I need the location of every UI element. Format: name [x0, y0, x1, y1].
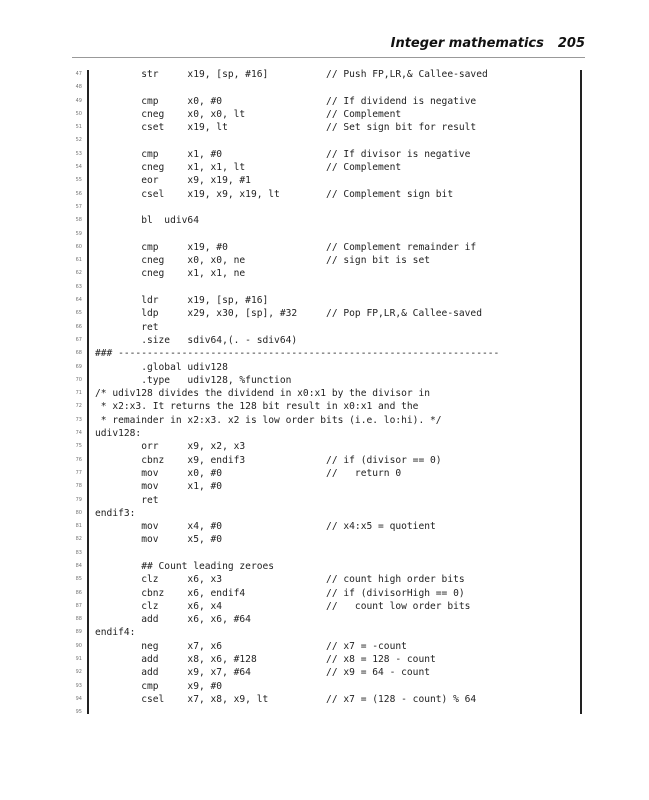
- code-text: ldr x19, [sp, #16]: [95, 295, 269, 307]
- line-number: 71: [75, 390, 82, 397]
- line-number: 86: [75, 589, 82, 596]
- running-header: [391, 36, 585, 51]
- line-number: 61: [75, 257, 82, 264]
- code-line: [62, 427, 572, 440]
- line-number: 90: [75, 642, 82, 649]
- line-number: 53: [75, 150, 82, 157]
- code-line: [62, 241, 572, 254]
- code-line: [62, 68, 572, 81]
- code-line: [62, 653, 572, 666]
- line-number: 84: [75, 562, 82, 569]
- code-text: bl udiv64: [95, 215, 199, 227]
- line-number: 54: [75, 164, 82, 171]
- code-line: [62, 507, 572, 520]
- code-text: add x6, x6, #64: [95, 614, 251, 626]
- code-text: .type udiv128, %function: [95, 374, 292, 386]
- code-text: cneg x1, x1, lt // Complement: [95, 162, 402, 174]
- line-number: 82: [75, 536, 82, 543]
- code-text: mov x4, #0 // x4:x5 = quotient: [95, 521, 436, 533]
- code-text: cbnz x9, endif3 // if (divisor == 0): [95, 454, 442, 466]
- code-line: [62, 414, 572, 427]
- line-number: 77: [75, 469, 82, 476]
- code-line: [62, 307, 572, 320]
- code-line: [62, 374, 572, 387]
- code-text: csel x7, x8, x9, lt // x7 = (128 - count) % 64: [95, 693, 477, 705]
- code-text: cmp x19, #0 // Complement remainder if: [95, 241, 477, 253]
- code-line: [62, 533, 572, 546]
- code-line: [62, 161, 572, 174]
- code-text: cneg x1, x1, ne: [95, 268, 246, 280]
- line-number: 68: [75, 350, 82, 357]
- line-number: 89: [75, 629, 82, 636]
- code-line: [62, 347, 572, 360]
- line-number: 50: [75, 110, 82, 117]
- line-number: 47: [75, 71, 82, 77]
- code-line: [62, 626, 572, 639]
- code-line: [62, 400, 572, 413]
- line-number: 76: [75, 456, 82, 463]
- line-number: 48: [75, 84, 82, 91]
- code-line: [62, 361, 572, 374]
- code-line: [62, 134, 572, 147]
- code-text: ldp x29, x30, [sp], #32 // Pop FP,LR,& Callee-saved: [95, 308, 482, 320]
- code-line: [62, 267, 572, 280]
- line-number: 59: [75, 230, 82, 237]
- line-number: 80: [75, 509, 82, 516]
- code-line: [62, 108, 572, 121]
- code-line: [62, 334, 572, 347]
- code-line: [62, 95, 572, 108]
- code-listing: [62, 68, 572, 720]
- code-text: cneg x0, x0, ne // sign bit is set: [95, 255, 431, 267]
- code-line: [62, 454, 572, 467]
- code-text: cmp x1, #0 // If divisor is negative: [95, 148, 471, 160]
- line-number: 75: [75, 443, 82, 450]
- code-line: [62, 228, 572, 241]
- code-line: [62, 440, 572, 453]
- line-number: 74: [75, 430, 82, 437]
- line-number: 73: [75, 416, 82, 423]
- line-number: 79: [75, 496, 82, 503]
- line-number: 88: [75, 616, 82, 623]
- line-number: 55: [75, 177, 82, 184]
- code-text: neg x7, x6 // x7 = -count: [95, 640, 407, 652]
- code-text: ## Count leading zeroes: [95, 560, 275, 572]
- line-number: 94: [75, 695, 82, 702]
- code-line: [62, 214, 572, 227]
- code-line: [62, 174, 572, 187]
- line-number: 62: [75, 270, 82, 277]
- code-line: [62, 680, 572, 693]
- code-line: [62, 520, 572, 533]
- code-text: mov x5, #0: [95, 534, 223, 546]
- code-line: [62, 494, 572, 507]
- code-line: [62, 613, 572, 626]
- code-text: endif4:: [95, 627, 136, 639]
- code-text: cmp x9, #0: [95, 680, 223, 692]
- code-text: udiv128:: [95, 428, 142, 440]
- code-line: [62, 387, 572, 400]
- line-number: 85: [75, 576, 82, 583]
- code-text: /* udiv128 divides the dividend in x0:x1 by the divisor in: [95, 388, 431, 400]
- code-text: clz x6, x4 // count low order bits: [95, 600, 471, 612]
- code-frame-right: [580, 70, 582, 714]
- line-number: 64: [75, 297, 82, 304]
- code-line: [62, 81, 572, 94]
- code-line: [62, 600, 572, 613]
- code-line: [62, 188, 572, 201]
- line-number: 52: [75, 137, 82, 144]
- line-number: 83: [75, 549, 82, 556]
- line-number: 92: [75, 669, 82, 676]
- code-text: clz x6, x3 // count high order bits: [95, 574, 465, 586]
- code-text: add x9, x7, #64 // x9 = 64 - count: [95, 667, 431, 679]
- code-line: [62, 480, 572, 493]
- code-line: [62, 281, 572, 294]
- code-text: cset x19, lt // Set sign bit for result: [95, 122, 477, 134]
- page-number: 205: [557, 36, 585, 51]
- code-line: [62, 294, 572, 307]
- code-text: cmp x0, #0 // If dividend is negative: [95, 95, 477, 107]
- chapter-title: Integer mathematics: [390, 36, 544, 51]
- header-rule: [72, 57, 585, 58]
- line-number: 95: [75, 709, 82, 716]
- code-text: .global udiv128: [95, 361, 228, 373]
- code-text: cbnz x6, endif4 // if (divisorHigh == 0): [95, 587, 465, 599]
- line-number: 51: [75, 124, 82, 131]
- line-number: 58: [75, 217, 82, 224]
- line-number: 60: [75, 243, 82, 250]
- line-number: 67: [75, 336, 82, 343]
- line-number: 72: [75, 403, 82, 410]
- code-line: [62, 587, 572, 600]
- code-text: mov x1, #0: [95, 481, 223, 493]
- code-line: [62, 693, 572, 706]
- code-text: * x2:x3. It returns the 128 bit result in x0:x1 and the: [95, 401, 419, 413]
- code-text: ret: [95, 494, 159, 506]
- line-number: 70: [75, 376, 82, 383]
- line-number: 65: [75, 310, 82, 317]
- code-line: [62, 706, 572, 719]
- code-text: add x8, x6, #128 // x8 = 128 - count: [95, 654, 436, 666]
- code-line: [62, 467, 572, 480]
- code-line: [62, 148, 572, 161]
- code-text: ret: [95, 321, 159, 333]
- code-line: [62, 573, 572, 586]
- code-line: [62, 560, 572, 573]
- code-text: .size sdiv64,(. - sdiv64): [95, 334, 298, 346]
- code-text: ### ------------------------------------------------------------------: [95, 348, 500, 360]
- code-line: [62, 547, 572, 560]
- line-number: 78: [75, 483, 82, 490]
- line-number: 56: [75, 190, 82, 197]
- line-number: 63: [75, 283, 82, 290]
- code-text: csel x19, x9, x19, lt // Complement sign bit: [95, 188, 454, 200]
- code-text: mov x0, #0 // return 0: [95, 467, 402, 479]
- code-text: str x19, [sp, #16] // Push FP,LR,& Callee-saved: [95, 69, 488, 80]
- code-line: [62, 321, 572, 334]
- line-number: 91: [75, 656, 82, 663]
- line-number: 87: [75, 602, 82, 609]
- code-text: cneg x0, x0, lt // Complement: [95, 108, 402, 120]
- line-number: 66: [75, 323, 82, 330]
- code-line: [62, 666, 572, 679]
- line-number: 93: [75, 682, 82, 689]
- line-number: 49: [75, 97, 82, 104]
- code-text: orr x9, x2, x3: [95, 441, 246, 453]
- code-line: [62, 121, 572, 134]
- code-text: eor x9, x19, #1: [95, 175, 251, 187]
- line-number: 57: [75, 203, 82, 210]
- code-text: endif3:: [95, 507, 136, 519]
- code-line: [62, 640, 572, 653]
- code-line: [62, 254, 572, 267]
- line-number: 69: [75, 363, 82, 370]
- code-text: * remainder in x2:x3. x2 is low order bits (i.e. lo:hi). */: [95, 414, 442, 426]
- line-number: 81: [75, 523, 82, 530]
- code-line: [62, 201, 572, 214]
